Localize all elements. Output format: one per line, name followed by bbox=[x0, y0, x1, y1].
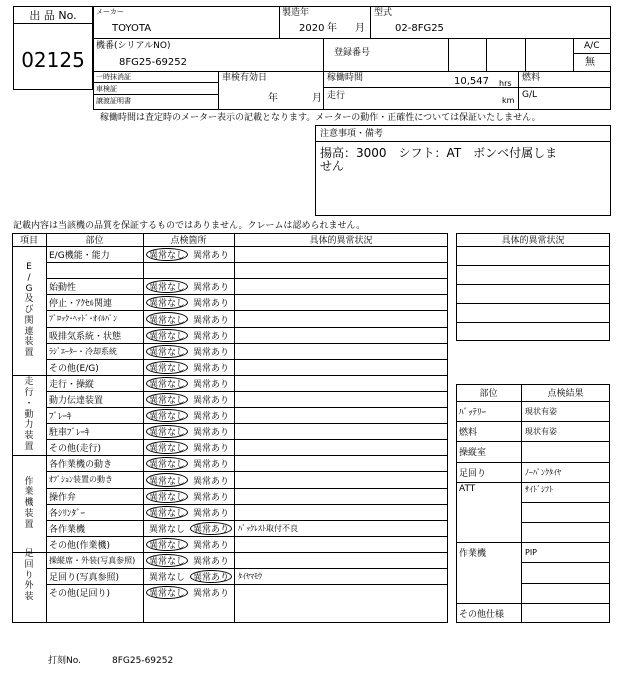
right-row-part bbox=[459, 562, 519, 583]
normal-option[interactable]: 異常なし bbox=[148, 525, 185, 535]
month-unit: 月 bbox=[355, 23, 365, 34]
right-row-part: 燃料 bbox=[459, 427, 478, 438]
serial-label: 機番(シリアルNO) bbox=[96, 41, 171, 51]
row-part: 走行・操縦 bbox=[49, 379, 95, 390]
year-label: 製造年 bbox=[282, 8, 310, 18]
right-row-part: 足回り bbox=[459, 468, 487, 479]
right-detail-table bbox=[456, 233, 610, 341]
year-unit: 年 bbox=[327, 23, 337, 34]
inspection-label: 車検有効日 bbox=[222, 73, 268, 83]
right-row-result bbox=[525, 522, 608, 542]
row-part: 操縦席・外装(写真参照) bbox=[49, 555, 136, 565]
normal-selected[interactable]: 異常なし bbox=[146, 441, 188, 454]
abnormal-option[interactable]: 異常あり bbox=[192, 444, 229, 454]
right-detail-header: 具体的異常状況 bbox=[501, 236, 565, 246]
row-part: その他(走行) bbox=[49, 443, 102, 454]
row-part: 各作業機の動き bbox=[49, 459, 113, 470]
row-detail bbox=[238, 310, 443, 327]
row-detail bbox=[238, 246, 443, 262]
row-detail bbox=[238, 455, 443, 471]
abnormal-option[interactable]: 異常あり bbox=[192, 380, 229, 390]
lot-label: 出 品 No. bbox=[29, 8, 77, 22]
right-row-result bbox=[525, 562, 608, 583]
row-detail bbox=[238, 375, 443, 391]
row-part: ｵﾌﾟｼｮﾝ装置の動き bbox=[49, 475, 113, 484]
abnormal-option[interactable]: 異常あり bbox=[192, 348, 229, 358]
row-detail bbox=[238, 536, 443, 552]
row-part: その他(E/G) bbox=[49, 363, 99, 374]
inspection-year-unit: 年 bbox=[268, 93, 278, 104]
row-detail bbox=[238, 439, 443, 455]
row-part: その他(作業機) bbox=[49, 540, 111, 551]
right-row-result bbox=[525, 441, 608, 462]
row-detail: ﾀｲﾔﾏﾓｳ bbox=[238, 571, 262, 581]
row-detail bbox=[238, 327, 443, 343]
row-detail bbox=[238, 407, 443, 423]
normal-selected[interactable]: 異常なし bbox=[146, 473, 188, 487]
row-detail bbox=[238, 471, 443, 488]
row-part: E/G機能・能力 bbox=[49, 250, 110, 261]
abnormal-option[interactable]: 異常あり bbox=[192, 396, 229, 406]
normal-selected[interactable]: 異常なし bbox=[146, 538, 188, 551]
normal-selected[interactable]: 異常なし bbox=[146, 554, 188, 567]
abnormal-option[interactable]: 異常あり bbox=[192, 541, 229, 551]
right-row-result: ｻｲﾄﾞｼﾌﾄ bbox=[525, 484, 553, 494]
row-detail: ﾊﾞｯｸﾚｽﾄ取付不良 bbox=[238, 523, 298, 533]
normal-selected[interactable]: 異常なし bbox=[146, 506, 188, 519]
inspection-month-unit: 月 bbox=[312, 93, 322, 104]
row-detail bbox=[238, 584, 443, 600]
right-row-part: ﾊﾞｯﾃﾘｰ bbox=[459, 407, 487, 418]
disclaimer: 記載内容は当該機の品質を保証するものではありません。クレームは認められません。 bbox=[13, 221, 366, 231]
row-detail bbox=[238, 488, 443, 504]
abnormal-option[interactable]: 異常あり bbox=[192, 332, 229, 342]
row-detail bbox=[238, 552, 443, 568]
right-row-part bbox=[459, 522, 519, 542]
group-label: 作 業 機 装 置 bbox=[24, 476, 34, 530]
row-part: 始動性 bbox=[49, 282, 77, 293]
row-part: 動力伝達装置 bbox=[49, 395, 104, 406]
stamp-label: 打刻No. bbox=[48, 656, 81, 666]
abnormal-option[interactable]: 異常あり bbox=[192, 509, 229, 519]
normal-selected[interactable]: 異常なし bbox=[146, 280, 188, 293]
group-label: 足 回 り 外 装 bbox=[24, 549, 34, 603]
row-part bbox=[49, 262, 141, 278]
notes-text: 揚高：3000 シフト：AT ボンベ付属しません bbox=[320, 146, 558, 173]
abnormal-option[interactable]: 異常あり bbox=[192, 476, 229, 487]
right-row-result: 現状有姿 bbox=[525, 426, 557, 436]
abnormal-option[interactable]: 異常あり bbox=[192, 460, 229, 470]
row-part: ﾌﾞﾚｰｷ bbox=[49, 411, 72, 422]
mileage-label: 走行 bbox=[327, 91, 346, 101]
abnormal-option[interactable]: 異常あり bbox=[192, 557, 229, 567]
transfer-cert-label: 譲渡証明書 bbox=[96, 97, 131, 105]
row-part: 各作業機 bbox=[49, 524, 86, 535]
abnormal-option[interactable]: 異常あり bbox=[192, 283, 229, 293]
right-row-result: ﾉｰﾊﾟﾝｸﾀｲﾔ bbox=[525, 467, 561, 477]
fuel-label: 燃料 bbox=[522, 73, 541, 83]
right-result-header-result: 点検結果 bbox=[547, 389, 584, 399]
normal-selected[interactable]: 異常なし bbox=[146, 377, 188, 390]
row-detail bbox=[238, 278, 443, 294]
ac-value: 無 bbox=[585, 57, 595, 68]
abnormal-option[interactable]: 異常あり bbox=[192, 412, 229, 422]
normal-selected[interactable]: 異常なし bbox=[146, 361, 188, 374]
right-row-part: 操縦室 bbox=[459, 448, 487, 458]
year-value: 2020 bbox=[299, 23, 325, 34]
normal-selected[interactable]: 異常なし bbox=[146, 312, 188, 326]
hours-disclaimer: 稼働時間は査定時のメーター表示の記載となります。メーターの動作・正確性については保証いたしません。 bbox=[100, 113, 541, 123]
row-part: ﾌﾞﾛｯｸ･ﾍｯﾄﾞ･ｵｲﾙﾊﾟﾝ bbox=[49, 314, 117, 323]
row-part: 各ｼﾘﾝﾀﾞｰ bbox=[49, 508, 86, 519]
row-detail bbox=[238, 423, 443, 439]
maker-label: メーカー bbox=[96, 8, 124, 16]
abnormal-option[interactable]: 異常あり bbox=[192, 428, 229, 438]
col-header-check: 点検箇所 bbox=[170, 236, 207, 246]
right-row-result bbox=[525, 603, 608, 623]
normal-selected[interactable]: 異常なし bbox=[146, 345, 188, 358]
model-label: 型式 bbox=[374, 8, 393, 18]
mileage-unit: km bbox=[502, 96, 515, 105]
abnormal-option[interactable]: 異常あり bbox=[192, 364, 229, 374]
row-detail bbox=[238, 343, 443, 359]
stamp-value: 8FG25-69252 bbox=[112, 656, 174, 666]
row-part: 駐車ﾌﾞﾚｰｷ bbox=[49, 427, 90, 438]
vehicle-cert-label: 車検証 bbox=[96, 85, 117, 93]
row-part: その他(足回り) bbox=[49, 588, 111, 599]
abnormal-option[interactable]: 異常あり bbox=[192, 251, 229, 261]
abnormal-selected[interactable]: 異常あり bbox=[190, 522, 232, 535]
row-detail bbox=[238, 391, 443, 407]
right-row-part: その他仕様 bbox=[459, 609, 505, 620]
fuel-value: G/L bbox=[522, 90, 538, 100]
abnormal-option[interactable]: 異常あり bbox=[192, 315, 229, 326]
group-label: 走 行 ・ 動 力 装 置 bbox=[24, 377, 34, 452]
ac-label: A/C bbox=[584, 41, 600, 51]
row-detail bbox=[238, 359, 443, 375]
right-row-part: 作業機 bbox=[459, 548, 487, 559]
col-header-detail: 具体的異常状況 bbox=[309, 236, 373, 246]
normal-selected[interactable]: 異常なし bbox=[146, 457, 188, 470]
normal-selected[interactable]: 異常なし bbox=[146, 409, 188, 422]
right-row-result: 現状有姿 bbox=[525, 406, 557, 416]
hours-value: 10,547 bbox=[454, 76, 489, 87]
maker-value: TOYOTA bbox=[112, 23, 152, 34]
right-row-result bbox=[525, 502, 608, 522]
row-part: 停止・ｱｸｾﾙ関連 bbox=[49, 298, 113, 309]
right-row-part: ATT bbox=[459, 484, 476, 494]
abnormal-option[interactable]: 異常あり bbox=[192, 589, 229, 599]
normal-selected[interactable]: 異常なし bbox=[146, 393, 188, 406]
model-value: 02-8FG25 bbox=[395, 23, 444, 34]
abnormal-selected[interactable]: 異常あり bbox=[190, 570, 232, 583]
row-part: 足回り(写真参照) bbox=[49, 572, 120, 583]
row-detail bbox=[238, 294, 443, 310]
registration-label: 登録番号 bbox=[334, 48, 371, 58]
temp-permit-label: 一時抹消証 bbox=[96, 73, 131, 81]
normal-selected[interactable]: 異常なし bbox=[146, 425, 188, 438]
hours-unit: hrs bbox=[499, 79, 512, 88]
right-result-header-part: 部位 bbox=[479, 389, 498, 399]
row-part: 操作弁 bbox=[49, 492, 77, 503]
row-part: 吸排気系統・状態 bbox=[49, 331, 122, 342]
normal-selected[interactable]: 異常なし bbox=[146, 296, 188, 309]
hours-label: 稼働時間 bbox=[327, 73, 364, 83]
row-part: ﾗｼﾞｴｰﾀｰ・冷却系統 bbox=[49, 346, 117, 356]
col-header-part: 部位 bbox=[85, 236, 104, 246]
col-header-item: 項目 bbox=[19, 236, 38, 246]
group-label: E / G 及 び 関 連 装 置 bbox=[24, 261, 34, 359]
normal-selected[interactable]: 異常なし bbox=[146, 329, 188, 342]
abnormal-option[interactable]: 異常あり bbox=[192, 493, 229, 503]
right-row-part bbox=[459, 502, 519, 522]
normal-option[interactable]: 異常なし bbox=[148, 573, 185, 583]
serial-value: 8FG25-69252 bbox=[119, 57, 188, 68]
normal-selected[interactable]: 異常なし bbox=[146, 490, 188, 503]
abnormal-option[interactable]: 異常あり bbox=[192, 299, 229, 309]
row-detail bbox=[238, 262, 443, 278]
normal-selected[interactable]: 異常なし bbox=[146, 248, 188, 261]
row-detail bbox=[238, 504, 443, 520]
notes-title: 注意事項・備考 bbox=[320, 129, 384, 139]
lot-number: 02125 bbox=[21, 48, 85, 72]
right-row-part bbox=[459, 583, 519, 603]
right-row-result bbox=[525, 583, 608, 603]
right-row-result: PIP bbox=[525, 547, 538, 557]
normal-selected[interactable]: 異常なし bbox=[146, 586, 188, 599]
